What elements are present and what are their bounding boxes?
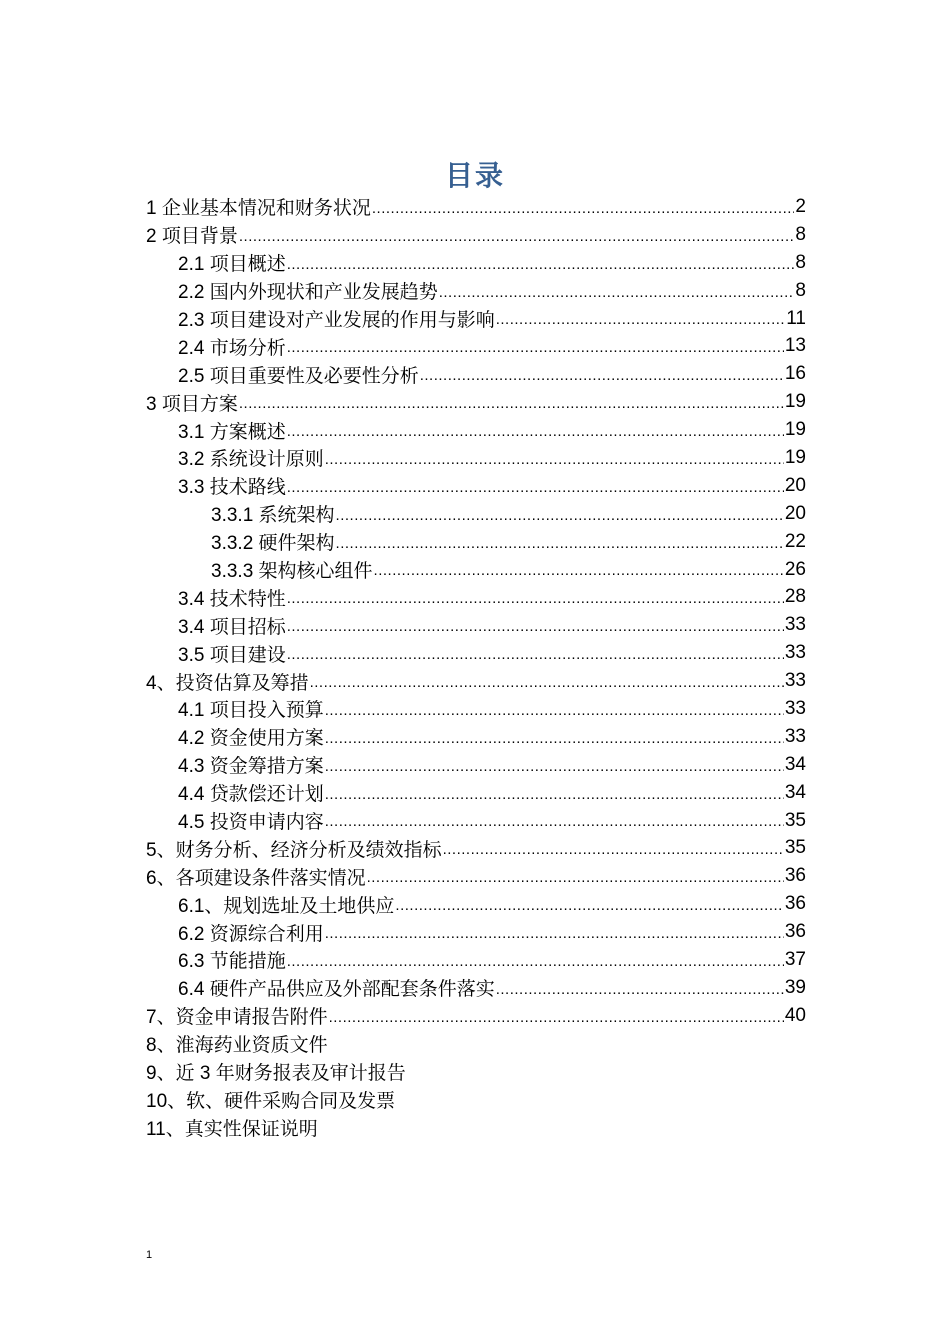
toc-entry-page: 20 (784, 502, 806, 524)
toc-entry-text: 7、资金申请报告附件 (146, 1007, 328, 1029)
toc-entry[interactable] (146, 890, 806, 918)
toc-dot-leader (287, 954, 784, 974)
toc-entry-text: 3.3.3 架构核心组件 (211, 561, 373, 583)
toc-dot-leader (310, 675, 784, 695)
toc-entry-text: 4.2 资金使用方案 (178, 728, 324, 750)
toc-dot-leader (367, 870, 784, 890)
toc-entry-text: 2.4 市场分析 (178, 337, 286, 359)
toc-entry-text: 5、财务分析、经济分析及绩效指标 (146, 839, 442, 861)
toc-entry-page: 34 (784, 781, 806, 803)
toc-entry-text: 4.1 项目投入预算 (178, 700, 324, 722)
toc-entry-page: 33 (784, 670, 806, 692)
toc-dot-leader (374, 563, 784, 583)
toc-entry-text: 8、淮海药业资质文件 (146, 1035, 328, 1057)
toc-entry-text: 2.2 国内外现状和产业发展趋势 (178, 282, 438, 304)
toc-entry-page: 28 (784, 586, 806, 608)
toc-entry-text: 6.3 节能措施 (178, 951, 286, 973)
toc-entry[interactable] (146, 779, 806, 807)
toc-dot-leader (496, 982, 784, 1002)
toc-entry-page: 22 (784, 530, 806, 552)
toc-entry[interactable] (146, 388, 806, 416)
toc-entry-text: 3.1 方案概述 (178, 421, 286, 443)
toc-dot-leader (239, 229, 795, 249)
toc-entry[interactable] (146, 221, 806, 249)
toc-entry-text: 4.5 投资申请内容 (178, 812, 324, 834)
toc-entry[interactable] (146, 946, 806, 974)
toc-entry-text: 9、近 3 年财务报表及审计报告 (146, 1063, 406, 1085)
toc-entry[interactable] (146, 918, 806, 946)
toc-dot-leader (325, 452, 784, 472)
toc-entry-page: 33 (784, 614, 806, 636)
toc-entry-page: 36 (784, 921, 806, 943)
toc-entry-page: 13 (784, 335, 806, 357)
toc-dot-leader (287, 424, 784, 444)
toc-entry-page: 36 (784, 893, 806, 915)
toc-entry-text: 2.5 项目重要性及必要性分析 (178, 365, 419, 387)
toc-entry[interactable] (146, 695, 806, 723)
toc-entry[interactable] (146, 277, 806, 305)
toc-dot-leader (372, 201, 795, 221)
toc-entry-page: 19 (784, 419, 806, 441)
toc-entry[interactable] (146, 751, 806, 779)
toc-entry-page: 8 (795, 223, 806, 245)
toc-entry-text: 4、投资估算及筹措 (146, 672, 309, 694)
toc-entry-page: 40 (784, 1004, 806, 1026)
toc-dot-leader (439, 285, 795, 305)
toc-entry[interactable] (146, 639, 806, 667)
toc-dot-leader (420, 368, 784, 388)
toc-dot-leader (287, 619, 784, 639)
toc-entry[interactable] (146, 807, 806, 835)
toc-entry-page: 2 (795, 195, 806, 217)
toc-entry-plain (146, 1086, 806, 1114)
toc-entry-text: 3.4 技术特性 (178, 588, 286, 610)
toc-dot-leader (239, 396, 784, 416)
toc-entry[interactable] (146, 500, 806, 528)
toc-entry-page: 35 (784, 837, 806, 859)
toc-entry[interactable] (146, 611, 806, 639)
toc-entry[interactable] (146, 723, 806, 751)
toc-entry-text: 2.1 项目概述 (178, 254, 286, 276)
toc-dot-leader (325, 787, 784, 807)
toc-entry-page: 11 (786, 307, 806, 329)
toc-entry[interactable] (146, 249, 806, 277)
toc-entry-page: 39 (784, 976, 806, 998)
toc-entry-text: 3.3.1 系统架构 (211, 505, 335, 527)
toc-dot-leader (325, 926, 784, 946)
toc-entry-plain (146, 1113, 806, 1141)
toc-dot-leader (336, 508, 784, 528)
toc-entry-text: 6、各项建设条件落实情况 (146, 867, 366, 889)
toc-entry[interactable] (146, 193, 806, 221)
toc-entry-plain (146, 1058, 806, 1086)
toc-entry-page: 16 (784, 363, 806, 385)
toc-entry[interactable] (146, 472, 806, 500)
table-of-contents (146, 193, 806, 1141)
toc-entry-page: 33 (784, 725, 806, 747)
toc-entry[interactable] (146, 556, 806, 584)
toc-dot-leader (325, 759, 784, 779)
toc-dot-leader (325, 703, 784, 723)
toc-entry-text: 3.3 技术路线 (178, 477, 286, 499)
toc-entry-page: 33 (784, 642, 806, 664)
toc-entry-text: 3.2 系统设计原则 (178, 449, 324, 471)
toc-entry-text: 2 项目背景 (146, 226, 238, 248)
toc-dot-leader (325, 731, 784, 751)
toc-entry-text: 6.2 资源综合利用 (178, 923, 324, 945)
toc-entry-page: 34 (784, 753, 806, 775)
toc-entry-text: 6.1、规划选址及土地供应 (178, 895, 395, 917)
toc-entry[interactable] (146, 305, 806, 333)
toc-entry-text: 10、软、硬件采购合同及发票 (146, 1090, 396, 1112)
toc-dot-leader (443, 842, 784, 862)
toc-entry-plain (146, 1030, 806, 1058)
toc-dot-leader (287, 257, 795, 277)
toc-entry[interactable] (146, 974, 806, 1002)
toc-entry[interactable] (146, 332, 806, 360)
toc-entry-text: 4.4 贷款偿还计划 (178, 784, 324, 806)
toc-dot-leader (336, 536, 784, 556)
toc-entry[interactable] (146, 360, 806, 388)
toc-entry-page: 26 (784, 558, 806, 580)
toc-entry-page: 20 (784, 474, 806, 496)
toc-entry-text: 3.3.2 硬件架构 (211, 533, 335, 555)
toc-entry-page: 8 (795, 279, 806, 301)
toc-entry[interactable] (146, 416, 806, 444)
toc-dot-leader (395, 898, 783, 918)
toc-entry[interactable] (146, 862, 806, 890)
toc-entry[interactable] (146, 583, 806, 611)
toc-entry-text: 2.3 项目建设对产业发展的作用与影响 (178, 310, 495, 331)
toc-entry[interactable] (146, 667, 806, 695)
toc-title: 目录 (444, 160, 505, 191)
toc-entry[interactable] (146, 834, 806, 862)
toc-entry-page: 8 (795, 251, 806, 273)
toc-dot-leader (287, 480, 784, 500)
toc-entry-text: 3 项目方案 (146, 393, 238, 415)
page-number: 1 (146, 1249, 153, 1261)
toc-dot-leader (325, 814, 784, 834)
toc-dot-leader (287, 591, 784, 611)
toc-entry-text: 3.4 项目招标 (178, 616, 286, 638)
toc-entry-text: 3.5 项目建设 (178, 644, 286, 666)
toc-entry[interactable] (146, 528, 806, 556)
toc-entry-page: 35 (784, 809, 806, 831)
toc-entry-text: 4.3 资金筹措方案 (178, 756, 324, 778)
toc-dot-leader (496, 312, 786, 332)
toc-entry-text: 6.4 硬件产品供应及外部配套条件落实 (178, 979, 495, 1001)
toc-entry[interactable] (146, 444, 806, 472)
toc-dot-leader (287, 647, 784, 667)
toc-entry-page: 19 (784, 446, 806, 468)
toc-entry-text: 11、真实性保证说明 (146, 1118, 318, 1140)
toc-entry-page: 19 (784, 391, 806, 413)
toc-dot-leader (287, 340, 784, 360)
toc-entry-page: 33 (784, 697, 806, 719)
toc-dot-leader (329, 1010, 784, 1030)
toc-entry-page: 36 (784, 865, 806, 887)
toc-entry[interactable] (146, 1002, 806, 1030)
toc-entry-page: 37 (784, 948, 806, 970)
toc-entry-text: 1 企业基本情况和财务状况 (146, 198, 371, 220)
